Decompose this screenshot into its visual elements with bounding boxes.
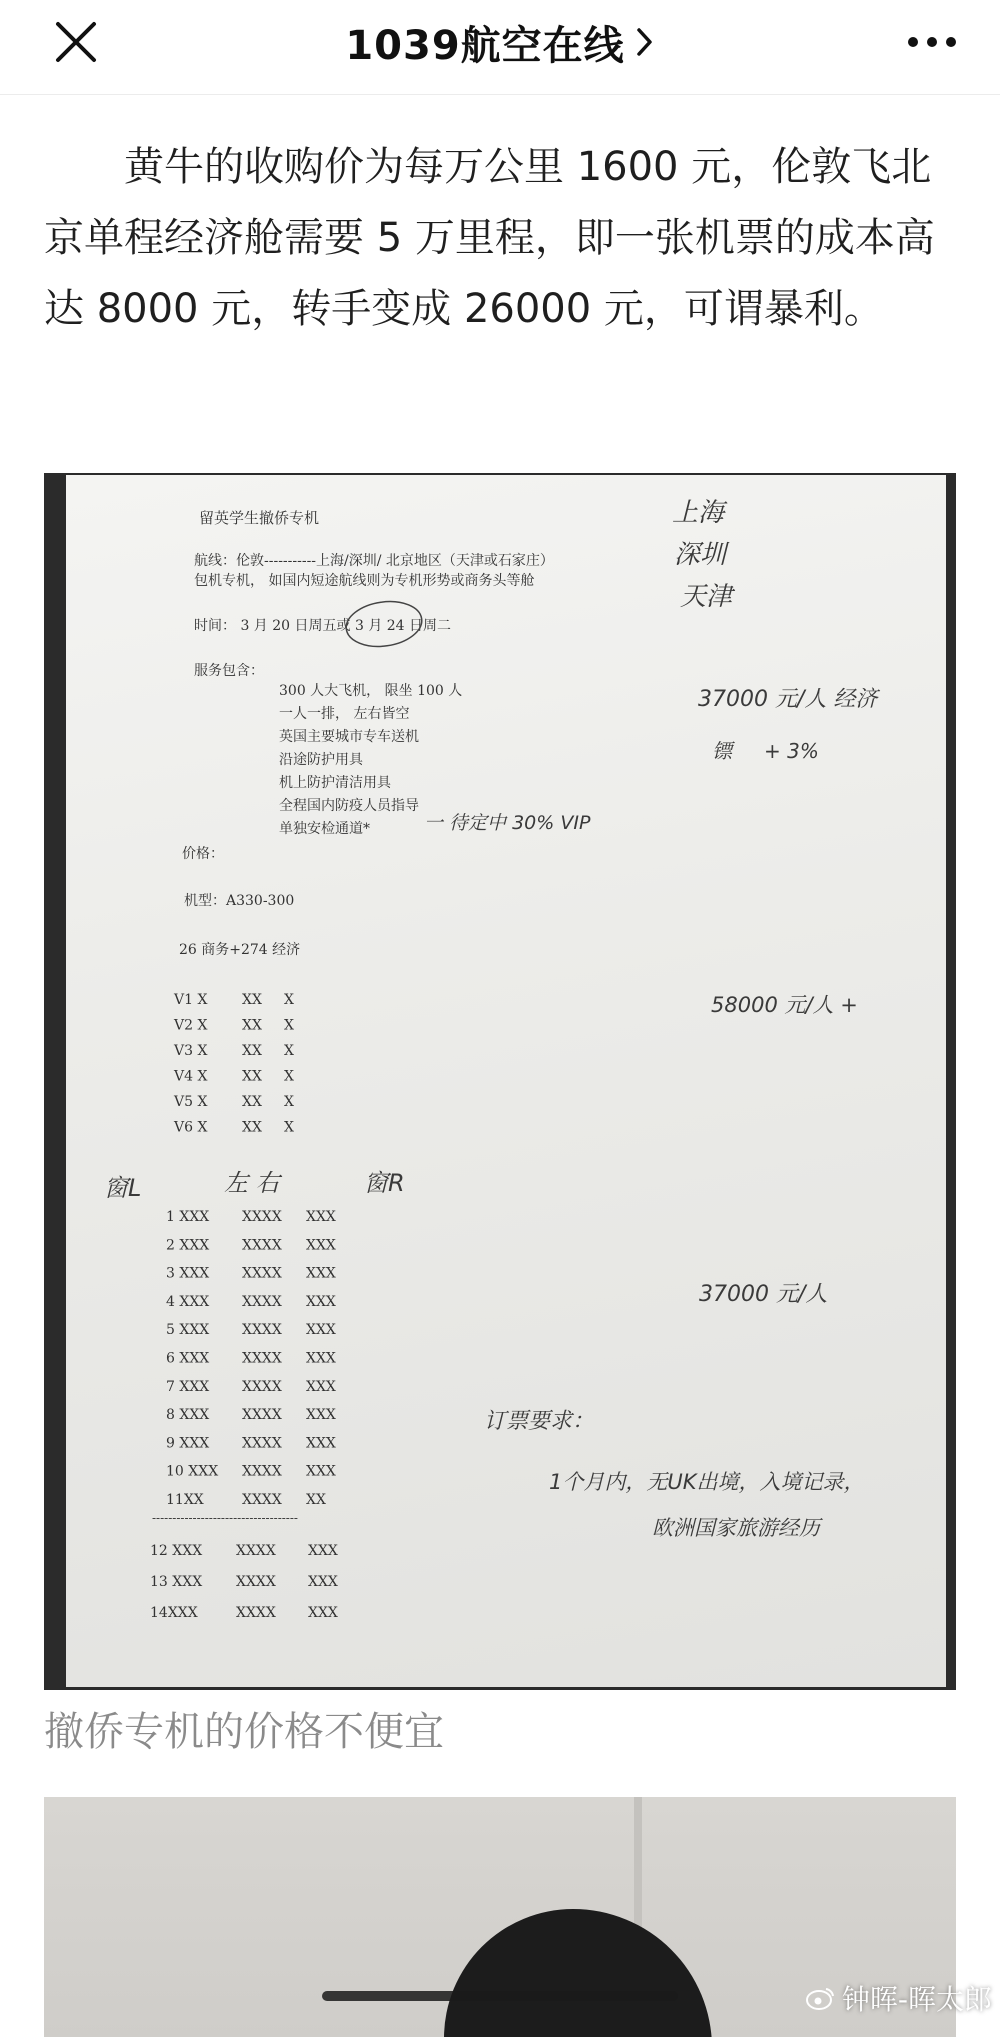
seat-row-left: 12 XXX: [150, 1543, 203, 1559]
seat-row-mid: XXXX: [242, 1293, 282, 1310]
watermark: [806, 1978, 992, 2018]
seat-row-right: XXX: [306, 1265, 336, 1282]
seat-row-right: XXX: [306, 1463, 336, 1480]
v-row-label: V3 X: [174, 1043, 208, 1059]
hand-req-2: 欧洲国家旅游经历: [652, 1516, 820, 1540]
service-item: 全程国内防疫人员指导: [279, 798, 419, 814]
more-button[interactable]: [904, 22, 960, 62]
seat-row-mid: XXXX: [242, 1265, 282, 1282]
document-content: [44, 473, 956, 1690]
seat-row-left: 8 XXX: [166, 1407, 210, 1424]
doc-time: 时间： 3 月 20 日周五或 3 月 24 日周二: [194, 618, 452, 634]
seat-row-mid: XXXX: [242, 1378, 282, 1395]
v-row-right: X: [284, 1094, 294, 1110]
hand-req-1: 1个月内，无UK出境，入境记录，: [549, 1470, 865, 1494]
v-row-label: V2 X: [174, 1017, 208, 1034]
seat-row-left: 10 XXX: [166, 1463, 219, 1480]
hand-ticket-tax: + 3%: [764, 739, 819, 763]
hand-city-2: 深圳: [674, 540, 727, 570]
seat-rows: [166, 1209, 336, 1508]
service-item: 单独安检通道*: [279, 821, 370, 837]
hand-price-econ: 37000 元/人 经济: [698, 687, 878, 712]
doc-divider: ------------------------------------: [152, 1511, 298, 1525]
hand-city-3: 天津: [680, 582, 733, 612]
article-paragraph: 黄牛的收购价为每万公里 1600 元，伦敦飞北京单程经济舱需要 5 万里程，即一张机票的成本高达 8000 元，转手变成 26000 元，可谓暴利。: [44, 144, 935, 332]
v-row-mid: XX: [242, 1094, 262, 1110]
hand-seat-middle: 左 右: [224, 1169, 280, 1197]
v-row-label: V5 X: [174, 1094, 208, 1110]
seat-row-right: XXX: [306, 1407, 336, 1424]
seat-row-right: XXX: [306, 1350, 336, 1367]
seat-row-right: XXX: [306, 1209, 336, 1225]
hand-booking-req: 订票要求：: [484, 1409, 595, 1434]
seat-row-right: XXX: [306, 1435, 336, 1452]
seat-row-mid: XXXX: [242, 1492, 282, 1508]
v-row-right: X: [284, 1119, 294, 1136]
service-item: 沿途防护用具: [279, 752, 363, 768]
seat-row-mid: XXXX: [236, 1605, 276, 1621]
seat-row-right: XXX: [308, 1574, 338, 1590]
v-row-right: X: [284, 1017, 294, 1034]
seat-row-mid: XXXX: [242, 1322, 282, 1339]
seat-row-mid: XXXX: [242, 1463, 282, 1480]
seat-row-right: XXX: [306, 1293, 336, 1310]
top-bar: [0, 0, 1000, 95]
v-row-label: V4 X: [174, 1068, 208, 1085]
image-caption: 撤侨专机的价格不便宜: [44, 1709, 444, 1755]
hand-vip-note: 一 待定中 30% VIP: [424, 812, 591, 834]
v-row-mid: XX: [242, 1119, 262, 1136]
seat-row-mid: XXXX: [242, 1237, 282, 1254]
more-horizontal-icon: [904, 22, 960, 62]
doc-aircraft: 机型：A330-300: [184, 893, 295, 909]
v-row-mid: XX: [242, 1017, 262, 1034]
v-row-label: V6 X: [174, 1119, 208, 1136]
seat-row-mid: XXXX: [236, 1543, 276, 1559]
seat-row-left: 3 XXX: [166, 1265, 210, 1282]
close-icon: [52, 18, 100, 66]
seat-row-right: XXX: [306, 1378, 336, 1395]
seat-row-left: 7 XXX: [166, 1378, 210, 1395]
doc-price-label: 价格：: [182, 846, 224, 862]
seat-rows-after: [150, 1543, 338, 1621]
seat-row-left: 6 XXX: [166, 1350, 210, 1367]
service-item: 300 人大飞机， 限坐 100 人: [279, 683, 463, 699]
doc-services-label: 服务包含：: [194, 663, 264, 679]
seat-row-left: 1 XXX: [166, 1209, 210, 1225]
v-rows: [173, 992, 294, 1136]
v-row-mid: XX: [242, 1043, 262, 1059]
seat-row-right: XXX: [306, 1237, 336, 1254]
seat-row-left: 2 XXX: [166, 1237, 210, 1254]
hand-ticket-label: 镖: [712, 739, 732, 763]
seat-row-left: 14XXX: [150, 1605, 198, 1621]
v-row-mid: XX: [242, 992, 262, 1008]
hand-seat-left: 窗L: [104, 1174, 142, 1202]
seat-row-left: 13 XXX: [150, 1574, 203, 1590]
seat-row-left: 9 XXX: [166, 1435, 210, 1452]
service-item: 机上防护清洁用具: [279, 775, 391, 791]
doc-route: 航线：伦敦-----------上海/深圳/ 北京地区（天津或石家庄）: [194, 553, 554, 569]
v-row-right: X: [284, 992, 294, 1008]
hand-price-econ-2: 37000 元/人: [699, 1282, 828, 1307]
account-title-link[interactable]: [150, 0, 850, 84]
home-indicator[interactable]: [322, 1991, 678, 2001]
v-row-right: X: [284, 1043, 294, 1059]
seat-row-mid: XXXX: [242, 1350, 282, 1367]
doc-title: 留英学生撤侨专机: [199, 509, 320, 527]
service-item: 英国主要城市专车送机: [279, 729, 419, 745]
watermark-text: 钟晖-晖太郎: [841, 1983, 992, 2016]
seat-row-right: XXX: [308, 1543, 338, 1559]
person-head: [444, 1909, 712, 2037]
seat-row-right: XXX: [308, 1605, 338, 1621]
v-row-label: V1 X: [174, 992, 208, 1008]
seat-row-left: 11XX: [166, 1492, 204, 1508]
weibo-icon: [806, 1985, 836, 2011]
seat-row-right: XX: [306, 1492, 326, 1508]
chevron-right-icon: [635, 25, 655, 59]
seat-row-mid: XXXX: [242, 1209, 282, 1225]
seat-row-left: 4 XXX: [166, 1293, 210, 1310]
seat-row-mid: XXXX: [236, 1574, 276, 1590]
doc-charter-note: 包机专机， 如国内短途航线则为专机形势或商务头等舱: [194, 573, 535, 589]
page-title: 1039航空在线: [345, 22, 625, 69]
hand-city-1: 上海: [672, 498, 725, 528]
close-button[interactable]: [52, 18, 100, 66]
v-row-mid: XX: [242, 1068, 262, 1085]
hand-price-business: 58000 元/人 +: [711, 993, 858, 1017]
seat-row-mid: XXXX: [242, 1407, 282, 1424]
service-item: 一人一排， 左右皆空: [279, 706, 410, 722]
v-row-right: X: [284, 1068, 294, 1085]
document-photo[interactable]: [44, 473, 956, 1690]
seat-row-right: XXX: [306, 1322, 336, 1339]
doc-config: 26 商务+274 经济: [179, 942, 301, 958]
hand-seat-right: 窗R: [364, 1169, 405, 1197]
seat-row-left: 5 XXX: [166, 1322, 210, 1339]
seat-row-mid: XXXX: [242, 1435, 282, 1452]
